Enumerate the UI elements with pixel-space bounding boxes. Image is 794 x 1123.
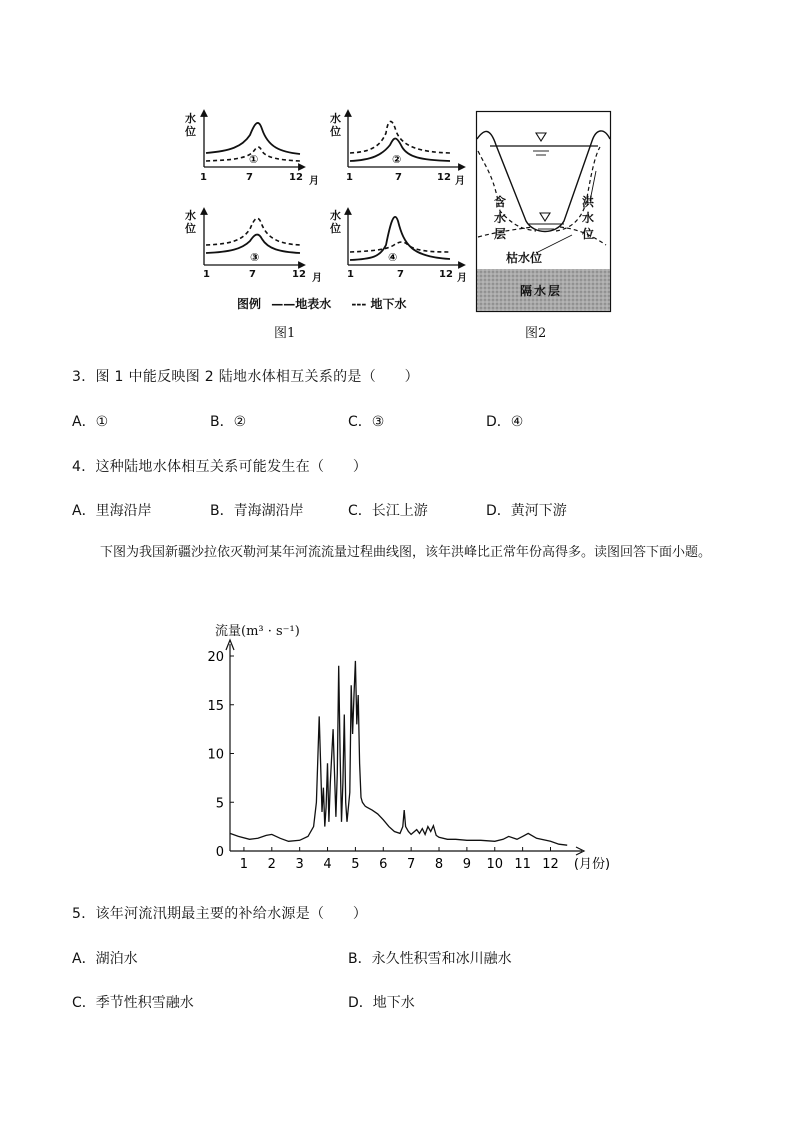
panel-3-ylabel [185,209,196,235]
y-tick-label: 20 [207,650,224,665]
flood-char-1: 洪 [582,195,595,209]
figure1-legend [237,295,407,312]
xtick-12: 12 [439,269,453,280]
aquifer-char-1: 含 [494,195,507,209]
xunit: 月 [457,273,467,284]
xunit: 月 [309,176,319,187]
x-axis-label: (月份) [573,857,611,872]
x-tick-label: 3 [295,857,304,872]
y-tick-label: 15 [207,698,224,714]
x-tick-label: 11 [514,857,531,872]
intro-paragraph: 下图为我国新疆沙拉依灭勒河某年河流流量过程曲线图，该年洪峰比正常年份高得多。读图回答下面小题。 [100,545,712,560]
xunit: 月 [312,273,322,284]
panel-3-label: ③ [250,251,260,264]
figure2-caption: 图2 [525,326,547,341]
x-tick-label: 4 [323,857,332,872]
legend-surface-water: ——地表水 [271,297,332,311]
x-tick-label: 12 [542,857,559,872]
xunit: 月 [455,176,465,187]
xtick-1: 1 [200,172,207,183]
flood-char-2: 水 [582,211,595,225]
ylabel-bottom: 位 [185,222,196,235]
xtick-7: 7 [397,269,404,280]
question-4-option-c[interactable]: C．长江上游 [348,503,428,519]
ylabel-top: 水 [185,209,196,222]
x-tick-label: 5 [351,857,360,872]
figure1-diagram [180,105,470,315]
y-tick-label: 0 [215,845,224,860]
x-tick-label: 10 [486,857,504,872]
ylabel-bottom: 位 [185,125,196,138]
question-4-option-b[interactable]: B．青海湖沿岸 [210,503,304,519]
panel-1-label: ① [249,153,259,166]
question-4-option-d[interactable]: D．黄河下游 [486,503,567,519]
flood-char-3: 位 [582,227,595,241]
y-tick-label: 5 [215,796,224,812]
question-5-option-b[interactable]: B．永久性积雪和冰川融水 [348,951,512,967]
x-tick-label: 8 [434,857,444,872]
xtick-12: 12 [437,172,451,183]
panel-2 [348,113,462,167]
question-5-option-c[interactable]: C．季节性积雪融水 [72,995,194,1011]
xtick-1: 1 [203,269,210,280]
question-4-option-a[interactable]: A．里海沿岸 [72,503,152,519]
question-3-option-a[interactable]: A．① [72,414,109,430]
flow-series-line [230,661,567,845]
ylabel-top: 水 [330,209,341,222]
question-3-option-b[interactable]: B．② [210,414,247,430]
xtick-12: 12 [289,172,303,183]
panel-2-label: ② [392,153,402,166]
panel-4-ylabel [330,209,341,235]
figure1-caption: 图1 [274,326,296,341]
flood-level-label [582,194,594,242]
x-tick-label: 9 [462,857,472,872]
panel-4-label: ④ [388,251,398,264]
aquifer-label [494,194,506,242]
panel-3 [204,211,302,265]
ylabel-bottom: 位 [330,222,341,235]
xtick-7: 7 [395,172,402,183]
ylabel-bottom: 位 [330,125,341,138]
x-tick-label: 6 [379,857,388,872]
xtick-1: 1 [346,172,353,183]
question-5-option-a[interactable]: A．湖泊水 [72,951,138,967]
ylabel-top: 水 [330,112,341,125]
xtick-12: 12 [292,269,306,280]
x-tick-label: 7 [407,857,416,872]
dry-level-label: 枯水位 [506,251,543,265]
panel-2-ylabel [330,112,341,138]
question-5-option-d[interactable]: D．地下水 [348,995,415,1011]
xtick-1: 1 [347,269,354,280]
panel-4 [348,211,462,265]
chart-ylabel: 流量(m³ · s⁻¹) [215,624,300,639]
aquifer-char-2: 水 [494,211,507,225]
question-3-option-d[interactable]: D．④ [486,414,524,430]
legend-groundwater: --- 地下水 [351,297,407,311]
panel-1 [204,113,302,167]
xtick-7: 7 [249,269,256,280]
question-4-stem: 4．这种陆地水体相互关系可能发生在（ ） [72,459,368,475]
question-5-stem: 5．该年河流汛期最主要的补给水源是（ ） [72,906,368,922]
flow-chart [200,636,611,876]
x-tick-label: 2 [267,857,276,872]
x-tick-label: 1 [239,857,249,872]
aquifer-char-3: 层 [494,227,507,241]
xtick-7: 7 [246,172,253,183]
impermeable-layer-label: 隔水层 [520,284,563,298]
y-tick-label: 10 [207,747,224,763]
ylabel-top: 水 [185,112,196,125]
chart-ticks [207,650,610,872]
question-3-stem: 3．图 1 中能反映图 2 陆地水体相互关系的是（ ） [72,369,419,385]
panel-1-ylabel [185,112,196,138]
question-3-option-c[interactable]: C．③ [348,414,385,430]
legend-title: 图例 [237,297,262,311]
